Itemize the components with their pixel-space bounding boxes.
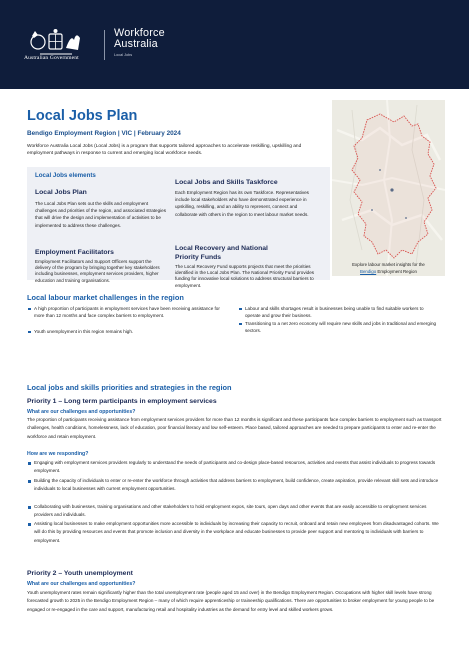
program-subtitle: Local Jobs: [114, 53, 133, 57]
priority-1-challenges-question: What are our challenges and opportunities?: [27, 409, 136, 415]
recovery-text: The Local Recovery Fund supports projects that meet the priorities identified in the Local Jobs Plan. The National Priority Fund provides funding for innovative local solutions to address structural barriers to employment.: [175, 264, 315, 288]
facilitators-heading: Employment Facilitators: [35, 249, 114, 256]
local-jobs-plan-heading: Local Jobs Plan: [35, 189, 87, 196]
program-title-line1: Workforce: [114, 27, 165, 39]
facilitators-text: Employment Facilitators and Support Officers support the delivery of the program by bringing together key stakeholders including businesses, employment services providers, higher education and training organisations.: [35, 259, 160, 283]
recovery-heading: [175, 244, 268, 262]
government-label: Australian Government: [24, 55, 79, 61]
elements-heading: Local Jobs elements: [35, 172, 96, 179]
page-subtitle: Bendigo Employment Region | VIC | February 2024: [27, 130, 181, 137]
recovery-heading-line1: Local Recovery and National: [175, 245, 268, 252]
response-item: Building the capacity of individuals to enter or re-enter the workforce through activities that address barriers to employment, build confidence, create aspiration, provide relevant skill sets and introduce individuals to local businesses with current employment opportunities.: [27, 477, 445, 494]
local-jobs-elements-panel: [27, 167, 330, 288]
region-map-graphic: [332, 100, 445, 276]
bendigo-region-link[interactable]: Bendigo: [360, 268, 377, 274]
map-caption-line2: [332, 269, 445, 276]
page-header: [0, 0, 469, 89]
response-item: Collaborating with businesses, training organisations and other stakeholders to hold employment expos, site tours, open days and other events that are easily accessible to employment services providers and individuals.: [27, 503, 445, 520]
challenge-item: A high proportion of participants in employment services have been receiving assistance for more than 12 months and face complex barriers to employment.: [27, 305, 227, 319]
recovery-heading-line2: Priority Funds: [175, 254, 222, 261]
challenges-heading: Local labour market challenges in the region: [27, 293, 184, 302]
challenge-item: Youth unemployment in this region remains high.: [27, 328, 227, 335]
challenge-item: Transitioning to a net zero economy will require new skills and jobs in traditional and emerging sectors.: [238, 320, 438, 334]
priority-1-challenges-text: The proportion of participants receiving assistance from employment services providers for more than 12 months is significant and these participants face complex barriers to employment such as transport challenges, health conditions, homelessness, lack of education, poor financial literacy and low self-esteem. Place based, tailored approaches are needed to prepare participants to enter and re-enter the workforce and retain employment.: [27, 417, 442, 439]
response-item: Assisting local businesses to make employment opportunities more accessible to individuals by increasing their capacity to recruit, onboard and retain new employees from disadvantaged cohorts. We will do this by providing resources and events that promote inclusion and diversity in the workplace and educate businesses to provide peer support and mentoring to individuals with barriers to employment.: [27, 520, 445, 545]
program-title: [114, 28, 165, 50]
map-caption: [332, 262, 445, 275]
local-jobs-plan-text: The Local Jobs Plan sets out the skills and employment challenges and priorities of the region, and associated strategies that will drive the design and implementation of activities to be implemented to address these challenges.: [35, 201, 167, 228]
priority-1-response-question: How are we responding?: [27, 451, 89, 457]
taskforce-heading: Local Jobs and Skills Taskforce: [175, 179, 278, 186]
program-title-line2: Australia: [114, 38, 158, 50]
priority-2-challenges-question: What are our challenges and opportunities?: [27, 581, 136, 587]
map-caption-line2-rest: Employment Region: [376, 268, 417, 274]
intro-paragraph: Workforce Australia Local Jobs (Local Jobs) is a program that supports tailored approaches to accelerate reskilling, upskilling and employment pathways in response to current and emerging local workforce needs.: [27, 144, 302, 157]
taskforce-text: Each Employment Region has its own Taskforce. Representatives include local stakeholders who have demonstrated experience in upskilling, reskilling, and an ability to represent, connect and collaborate with others in the region to meet labour market needs.: [175, 190, 309, 217]
page-title: Local Jobs Plan: [27, 108, 138, 124]
priority-2-heading: Priority 2 – Youth unemployment: [27, 570, 133, 577]
priority-1-heading: Priority 1 – Long term participants in employment services: [27, 398, 217, 405]
response-item: Engaging with employment services providers regularly to understand the needs of participants and co-design place-based resources, activities and events that assist individuals to progress towards employment.: [27, 459, 445, 476]
region-map[interactable]: [332, 100, 445, 276]
challenge-item: Labour and skills shortages result in businesses being unable to find suitable workers to operate and grow their business.: [238, 305, 438, 319]
header-divider: [104, 30, 105, 60]
priorities-heading: Local jobs and skills priorities and strategies in the region: [27, 383, 232, 392]
priority-2-challenges-text: Youth unemployment rates remain significantly higher than the total unemployment rate (people aged 15 and over) in the Bendigo Employment Region. Occupations with higher skill levels have strong forecasted growth to 2025 in the Bendigo Employment Region – many of which require apprenticeship or traineeship qualifications. There are opportunities to broker employment for young people to be engaged or re-engaged in the care and support, manufacturing retail and hospitality industries as the demand for entry level and skilled workers grows.: [27, 590, 435, 612]
map-caption-line1: Explore labour market insights for the: [352, 262, 425, 267]
